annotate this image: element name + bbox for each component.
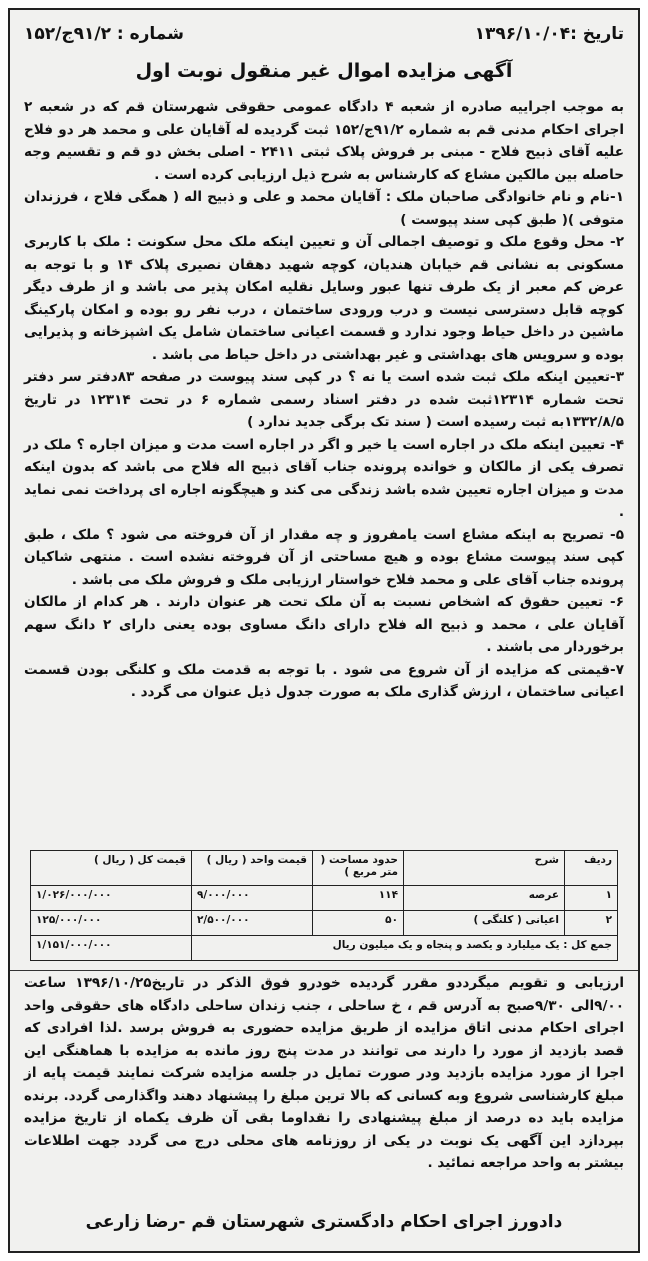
- notice-body: [24, 96, 624, 704]
- notice-number: شماره : ۹۱/۲ج/۱۵۲: [24, 24, 184, 44]
- item-1-owners: ۱-نام و نام خانوادگی صاحبان ملک : آقایان محمد و علی و ذبیح اله ( همگی فلاح ، فرزندان متوفی )( طبق کپی سند پیوست ): [24, 189, 624, 228]
- col-row-number: ردیف: [565, 851, 618, 886]
- table-total-row: [31, 936, 618, 961]
- table-header-row: [31, 851, 618, 886]
- row-total-price: ۱۲۵/۰۰۰/۰۰۰: [31, 911, 192, 936]
- row-unit-price: ۹/۰۰۰/۰۰۰: [192, 886, 313, 911]
- col-area: حدود مساحت ( متر مربع ): [313, 851, 404, 886]
- row-total-price: ۱/۰۲۶/۰۰۰/۰۰۰: [31, 886, 192, 911]
- notice-title: آگهی مزایده اموال غیر منقول نوبت اول: [135, 60, 513, 82]
- item-2-location: ۲- محل وقوع ملک و توصیف اجمالی آن و تعیین اینکه ملک محل سکونت : ملک با کاربری مسکونی به نشانی قم خیابان هندیان، کوچه شهید دهقان نصیری پلاک ۱۴ و با توجه به عرض کم معبر از یک طرف تنها عبور وسایل نقلیه امکان پذیر می باشد و از طرف دیگر کوچه قابل دسترسی نیست و درب ورودی ساختمان ، درب نفر رو بوده و امکان پارکینگ ماشین در داخل حیاط وجود ندارد و قسمت اعیانی ساختمان شامل یک اشپزخانه و پذیرایی بوده و سرویس های بهداشتی و غیر بهداشتی در داخل حیاط می باشد .: [24, 234, 624, 363]
- item-4-lease: ۴- تعیین اینکه ملک در اجاره است یا خیر و اگر در اجاره است مدت و میزان اجاره ؟ ملک در تصرف یکی از مالکان و خوانده پرونده جناب آقای ذبیح اله فلاح می باشد که بدون اینکه مدت و میزان اجاره تعیین شده باشد زندگی می کند و هیچگونه اجاره ای پرداخت نمی نماید .: [24, 436, 624, 520]
- intro-paragraph: به موجب اجراییه صادره از شعبه ۴ دادگاه عمومی حقوقی شهرستان قم که در شعبه ۲ اجرای احکام مدنی قم به شماره ۹۱/۲ج/۱۵۲ ثبت گردیده له آقایان علی و محمد هر دو فلاح علیه آقای ذبیح فلاح - مبنی بر فروش پلاک ثبتی ۲۴۱۱ - اصلی بخش دو قم و تقسیم وجه حاصله بین مالکین مشاع که کارشناس به شرح ذیل ارزیابی کرده است .: [24, 99, 625, 183]
- valuation-table-wrap: [30, 850, 618, 961]
- notice-header: [24, 24, 624, 54]
- row-number: ۱: [565, 886, 618, 911]
- section-divider: [10, 970, 638, 971]
- signature-line: دادورز اجرای احکام دادگستری شهرستان قم -رضا زارعی: [85, 1212, 563, 1232]
- item-5-shared: ۵- تصریح به اینکه مشاع است یامفروز و چه مقدار از آن فروخته می شود ؟ ملک ، طبق کپی سند پیوست مشاع بوده و هیچ مساحتی از آن فروخته نشده است . منتهی شاکیان پرونده جناب آقای علی و محمد فلاح خواستار ارزیابی ملک و فروش ملک می باشد .: [24, 526, 624, 588]
- row-unit-price: ۲/۵۰۰/۰۰۰: [192, 911, 313, 936]
- row-area: ۱۱۴: [313, 886, 404, 911]
- table-row: [31, 886, 618, 911]
- total-label: جمع کل : یک میلیارد و یکصد و پنجاه و یک میلیون ریال: [192, 936, 618, 961]
- notice-date: تاریخ :۱۳۹۶/۱۰/۰۴: [474, 24, 624, 44]
- valuation-table: [30, 850, 618, 961]
- notice-sheet: [8, 8, 640, 1253]
- row-description: عرصه: [404, 886, 565, 911]
- col-total-price: قیمت کل ( ریال ): [31, 851, 192, 886]
- item-6-rights: ۶- تعیین حقوق که اشخاص نسبت به آن ملک تحت هر عنوان دارند . هر کدام از مالکان آقایان علی ، محمد و ذبیح اله فلاح دارای دانگ مساوی بوده یعنی دارای ۲ دانگ سهم برخوردار می باشند .: [24, 594, 624, 655]
- total-value: ۱/۱۵۱/۰۰۰/۰۰۰: [31, 936, 192, 961]
- table-row: [31, 911, 618, 936]
- col-description: شرح: [404, 851, 565, 886]
- col-unit-price: قیمت واحد ( ریال ): [192, 851, 313, 886]
- item-3-registration: ۳-تعیین اینکه ملک ثبت شده است یا نه ؟ در کپی سند پیوست در صفحه ۸۳دفتر سر دفتر تحت شماره ۱۲۳۱۴ثبت شده در دفتر اسناد رسمی شماره ۶ در تحت ۱۲۳۱۴ در تاریخ ۱۳۳۲/۸/۵به ثبت رسیده است ( سند تک برگی جدید ندارد ): [24, 369, 624, 430]
- row-description: اعیانی ( کلنگی ): [404, 911, 565, 936]
- row-area: ۵۰: [313, 911, 404, 936]
- row-number: ۲: [565, 911, 618, 936]
- closing-paragraph: ارزیابی و تقویم میگرددو مقرر گردیده خودرو فوق الذکر در تاریخ۱۳۹۶/۱۰/۲۵ ساعت ۹/۰۰الی ۹/۳۰صبح به آدرس قم ، خ ساحلی ، جنب زندان ساحلی دادگاه های حقوقی واحد اجرای احکام مدنی اتاق مزایده از طریق مزایده حضوری به فروش برسد .لذا افرادی که قصد بازدید از مورد را دارند می توانند در مدت پنج روز مانده به مزایده با هماهنگی این اجرا از مورد مزایده بازدید ودر صورت تمایل در جلسه مزایده شرکت نمایند قیمت پایه از مبلغ کارشناسی شروع وبه کسانی که بالا ترین مبلغ را پیشنهاد دهند واگذارمی گردد. برنده مزایده باید ده درصد از مبلغ پیشنهادی را نقداوما بقی آن ظرف یکماه از تاریخ مزایده بپردازد این آگهی یک نوبت در یکی از روزنامه های محلی درج می گردد جهت اطلاعات بیشتر به واحد مراجعه نمائید .: [24, 975, 625, 1171]
- item-7-price: ۷-قیمتی که مزایده از آن شروع می شود . با توجه به قدمت ملک و کلنگی بودن قسمت اعیانی ساختمان ، ارزش گذاری ملک به صورت جدول ذیل عنوان می گردد .: [24, 661, 624, 700]
